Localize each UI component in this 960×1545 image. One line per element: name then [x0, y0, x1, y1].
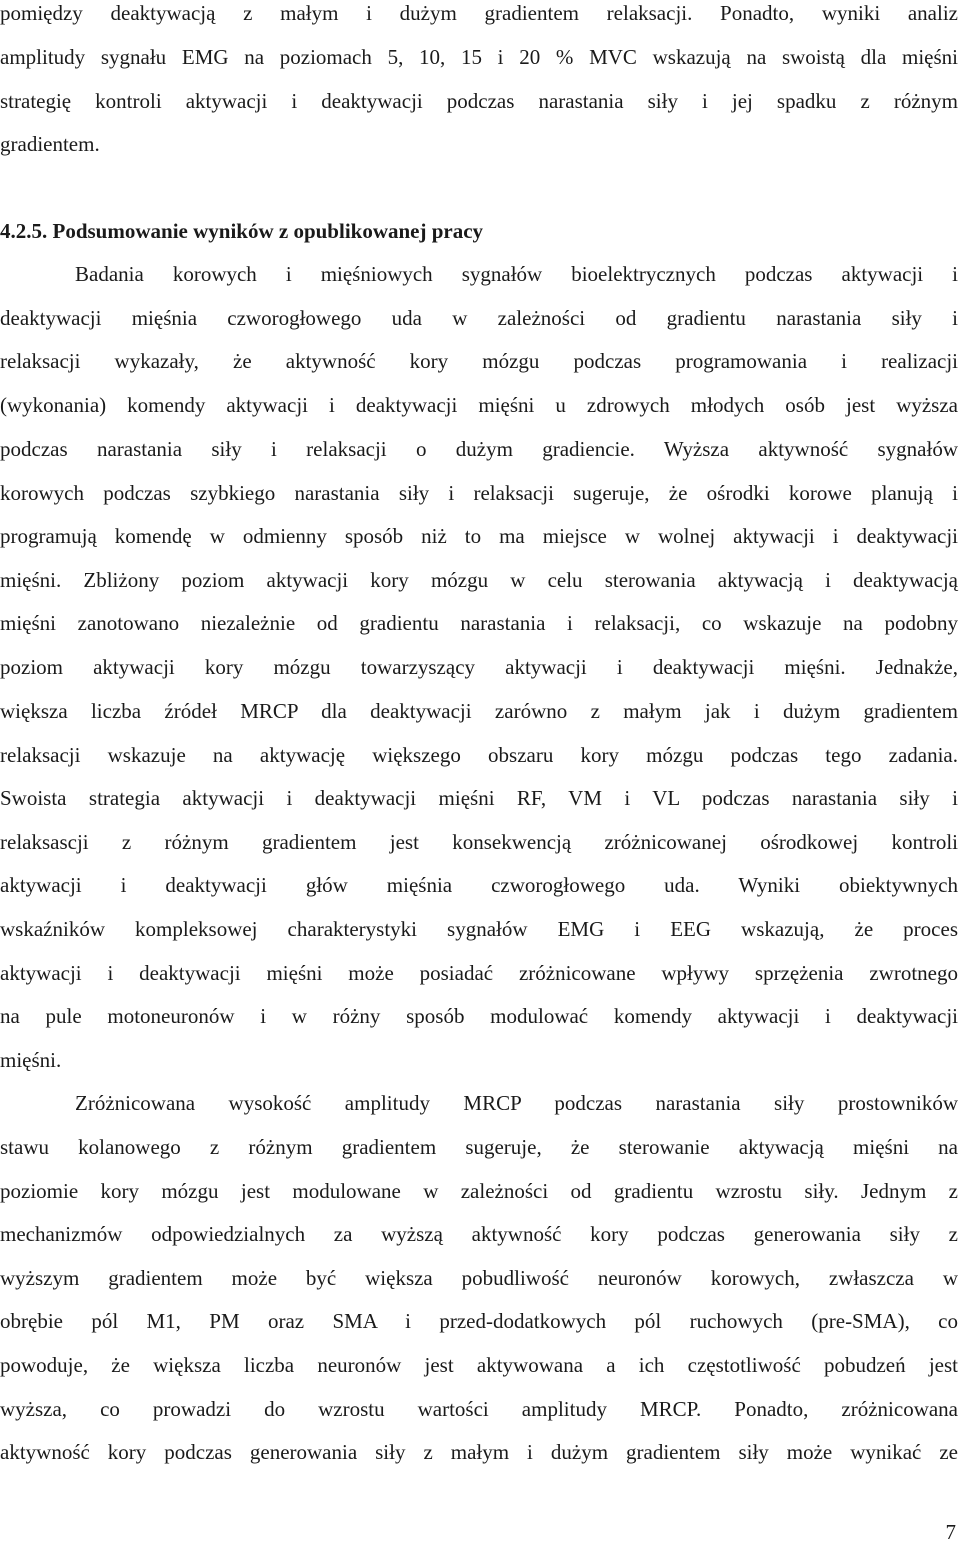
- text-line: powoduje, że większa liczba neuronów jest aktywowana a ich częstotliwość pobudzeń jest: [0, 1353, 958, 1377]
- section-heading: 4.2.5. Podsumowanie wyników z opublikowanej pracy: [0, 219, 484, 243]
- text-line: wyższa, co prowadzi do wzrostu wartości amplitudy MRCP. Ponadto, zróżnicowana: [0, 1397, 958, 1421]
- text-line: strategię kontroli aktywacji i deaktywacji podczas narastania siły i jej spadku z różnym: [0, 89, 958, 113]
- text-line: mechanizmów odpowiedzialnych za wyższą aktywność kory podczas generowania siły z: [0, 1222, 958, 1246]
- text-line: podczas narastania siły i relaksacji o dużym gradiencie. Wyższa aktywność sygnałów: [0, 437, 958, 461]
- text-line: obrębie pól M1, PM oraz SMA i przed-dodatkowych pól ruchowych (pre-SMA), co: [0, 1309, 958, 1333]
- text-line: stawu kolanowego z różnym gradientem sugeruje, że sterowanie aktywacją mięśni na: [0, 1135, 958, 1159]
- text-line: aktywacji i deaktywacji głów mięśnia czworogłowego uda. Wyniki obiektywnych: [0, 873, 958, 897]
- text-line: poziom aktywacji kory mózgu towarzyszący aktywacji i deaktywacji mięśni. Jednakże,: [0, 655, 958, 679]
- text-line: relaksacji wykazały, że aktywność kory mózgu podczas programowania i realizacji: [0, 349, 958, 373]
- text-line: Zróżnicowana wysokość amplitudy MRCP podczas narastania siły prostowników: [75, 1091, 958, 1115]
- text-line: poziomie kory mózgu jest modulowane w zależności od gradientu wzrostu siły. Jednym z: [0, 1179, 958, 1203]
- text-line: wskaźników kompleksowej charakterystyki sygnałów EMG i EEG wskazują, że proces: [0, 917, 958, 941]
- page-number: 7: [945, 1520, 956, 1544]
- text-line: aktywność kory podczas generowania siły z małym i dużym gradientem siły może wynikać ze: [0, 1440, 958, 1464]
- text-line: na pule motoneuronów i w różny sposób modulować komendy aktywacji i deaktywacji: [0, 1004, 958, 1028]
- text-line: amplitudy sygnału EMG na poziomach 5, 10, 15 i 20 % MVC wskazują na swoistą dla mięśni: [0, 45, 958, 69]
- text-line: (wykonania) komendy aktywacji i deaktywacji mięśni u zdrowych młodych osób jest wyższa: [0, 393, 958, 417]
- text-line: gradientem.: [0, 132, 100, 156]
- text-line: relaksascji z różnym gradientem jest konsekwencją zróżnicowanej ośrodkowej kontroli: [0, 830, 958, 854]
- text-line: korowych podczas szybkiego narastania siły i relaksacji sugeruje, że ośrodki korowe planują i: [0, 481, 958, 505]
- text-line: aktywacji i deaktywacji mięśni może posiadać zróżnicowane wpływy sprzężenia zwrotnego: [0, 961, 958, 985]
- text-line: mięśni zanotowano niezależnie od gradientu narastania i relaksacji, co wskazuje na podobny: [0, 611, 958, 635]
- text-line: mięśni. Zbliżony poziom aktywacji kory mózgu w celu sterowania aktywacją i deaktywacją: [0, 568, 958, 592]
- text-line: większa liczba źródeł MRCP dla deaktywacji zarówno z małym jak i dużym gradientem: [0, 699, 958, 723]
- text-line: relaksacji wskazuje na aktywację większego obszaru kory mózgu podczas tego zadania.: [0, 743, 958, 767]
- text-line: pomiędzy deaktywacją z małym i dużym gradientem relaksacji. Ponadto, wyniki analiz: [0, 1, 958, 25]
- text-line: deaktywacji mięśnia czworogłowego uda w zależności od gradientu narastania siły i: [0, 306, 958, 330]
- text-line: mięśni.: [0, 1048, 62, 1072]
- text-line: Swoista strategia aktywacji i deaktywacji mięśni RF, VM i VL podczas narastania siły i: [0, 786, 958, 810]
- text-line: programują komendę w odmienny sposób niż to ma miejsce w wolnej aktywacji i deaktywacji: [0, 524, 958, 548]
- text-line: wyższym gradientem może być większa pobudliwość neuronów korowych, zwłaszcza w: [0, 1266, 958, 1290]
- text-line: Badania korowych i mięśniowych sygnałów bioelektrycznych podczas aktywacji i: [75, 262, 958, 286]
